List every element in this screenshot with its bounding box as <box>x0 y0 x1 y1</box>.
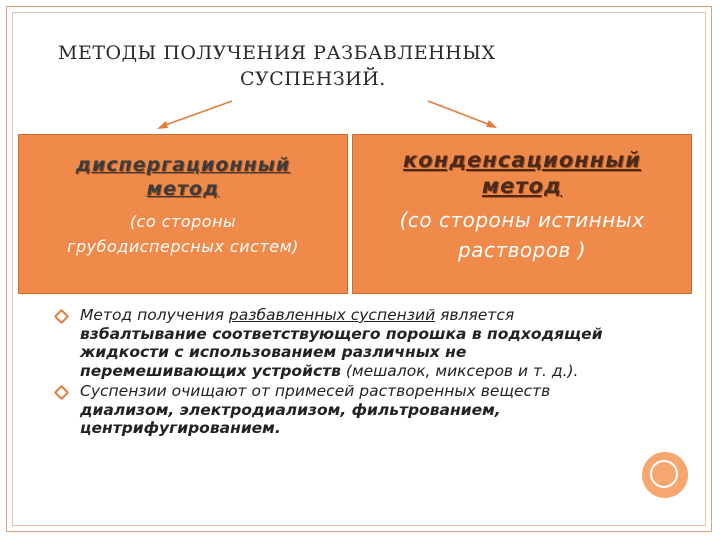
bullet-diamond-icon <box>54 385 70 401</box>
bullet-1-text-e: (мешалок, миксеров и т. д.). <box>340 361 579 380</box>
condensation-method-title-line-2: метод <box>482 174 562 198</box>
bullet-1-text-b: разбавленных суспензий <box>228 306 436 324</box>
bullet-1-text-c: является <box>435 306 515 324</box>
dispersion-method-title-line-1: диспергационный <box>75 154 291 176</box>
condensation-method-title-line-1: конденсационный <box>403 148 641 172</box>
arrow-icon <box>428 101 497 128</box>
dispersion-method-box <box>18 134 348 294</box>
bullet-2-text-a: Суспензии очищают от примесей растворенных веществ <box>80 382 551 400</box>
dispersion-method-sub-line-2: грубодисперсных систем) <box>67 237 299 256</box>
list-item <box>52 306 612 380</box>
bullet-1-text-a: Метод получения <box>80 306 229 324</box>
bullet-2-text-b: диализом, электродиализом, фильтрованием, центрифугированием. <box>80 400 501 437</box>
list-item <box>52 382 612 438</box>
condensation-method-sub-line-1: (со стороны истинных <box>399 208 645 232</box>
bullet-list <box>52 306 612 440</box>
condensation-method-box <box>352 134 692 294</box>
dispersion-method-title-line-2: метод <box>146 178 220 200</box>
bullet-diamond-icon <box>54 309 70 325</box>
title-line-2: СУСПЕНЗИЙ. <box>240 68 386 90</box>
circle-decoration-icon <box>642 452 688 498</box>
condensation-method-sub-line-2: растворов ) <box>458 238 586 262</box>
title-line-1: МЕТОДЫ ПОЛУЧЕНИЯ РАЗБАВЛЕННЫХ <box>58 42 496 64</box>
arrow-icon <box>157 101 232 129</box>
bullet-1-text-d: взбалтывание соответствующего порошка в подходящей жидкости с использованием различных не перемешивающих устройств <box>80 324 603 380</box>
arrows-graphic <box>0 0 720 140</box>
dispersion-method-sub-line-1: (со стороны <box>129 212 237 231</box>
